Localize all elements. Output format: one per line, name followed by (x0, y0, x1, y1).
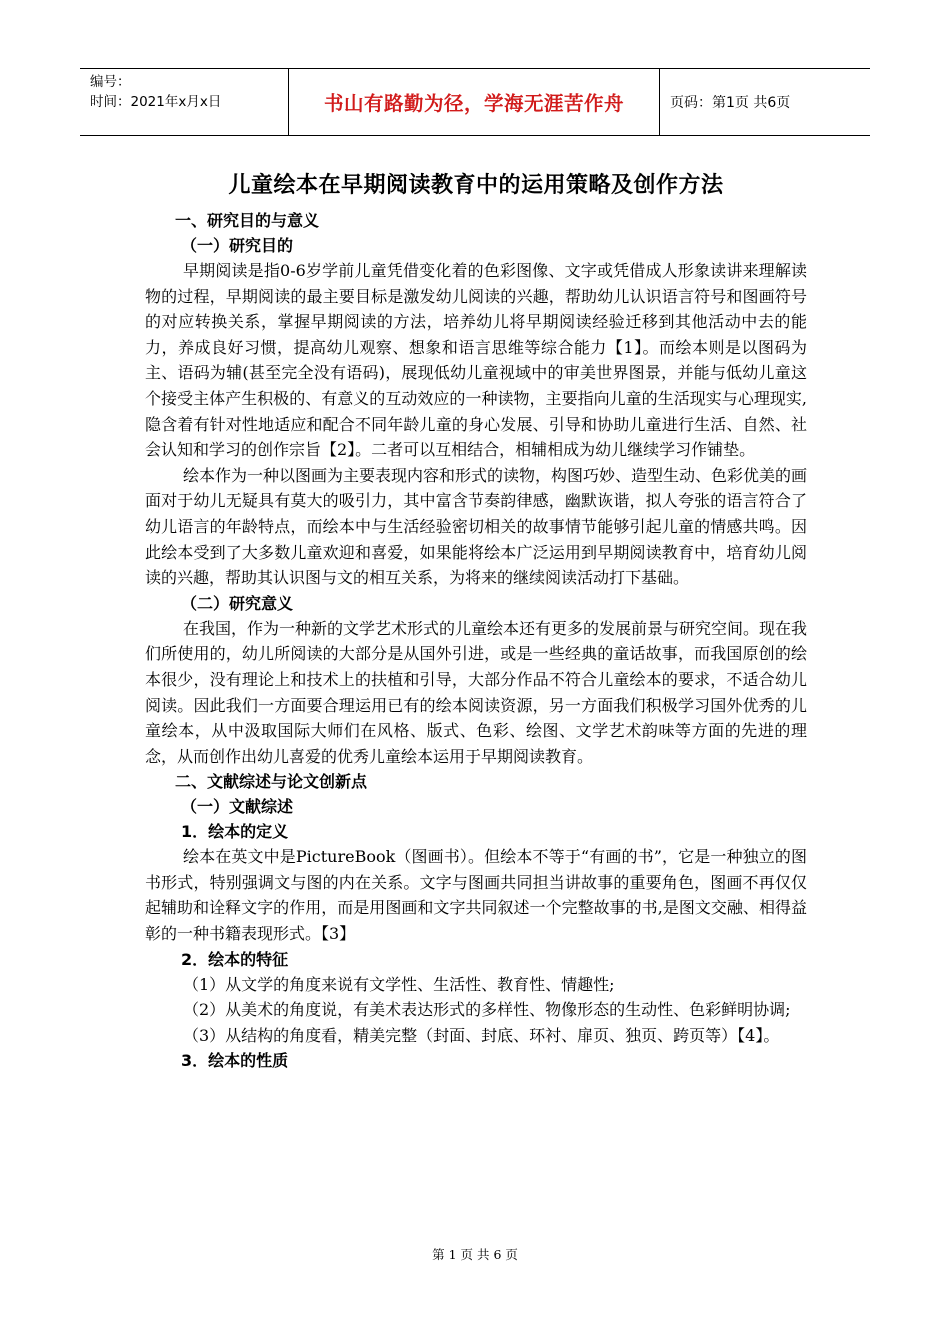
header-page-info: 页码：第1页 共6页 (670, 95, 791, 111)
paragraph-early-reading: 早期阅读是指0-6岁学前儿童凭借变化着的色彩图像、文字或凭借成人形象读讲来理解读物的过程，早期阅读的最主要目标是激发幼儿阅读的兴趣，帮助幼儿认识语言符号和图画符号的对应转换关系，掌握早期阅读的方法，培养幼儿将早期阅读经验迁移到其他活动中去的能力，养成良好习惯，提高幼儿观察、想象和语言思维等综合能力【1】。而绘本则是以图码为主、语码为辅(甚至完全没有语码)，展现低幼儿童视域中的审美世界图景，并能与低幼儿童这个接受主体产生积极的、有意义的互动效应的一种读物，主要指向儿童的生活现实与心理现实,隐含着有针对性地适应和配合不同年龄儿童的身心发展、引导和协助儿童进行生活、自然、社会认知和学习的创作宗旨【2】。二者可以互相结合，相辅相成为幼儿继续学习作铺垫。 (145, 261, 807, 460)
subsection-heading-research-purpose: （一）研究目的 (181, 236, 294, 255)
subsection-heading-literature-review: （一）文献综述 (181, 797, 294, 817)
document-title: 儿童绘本在早期阅读教育中的运用策略及创作方法 (228, 173, 724, 198)
sub-heading-features: 2．绘本的特征 (181, 949, 289, 969)
list-item-feature-2: （2）从美术的角度说，有美术表达形式的多样性、物像形态的生动性、色彩鲜明协调; (183, 1000, 791, 1020)
paragraph-picture-book-appeal: 绘本作为一种以图画为主要表现内容和形式的读物，构图巧妙、造型生动、色彩优美的画面对于幼儿无疑具有莫大的吸引力，其中富含节奏韵律感，幽默诙谐，拟人夸张的语言符合了幼儿语言的年龄特点，而绘本中与生活经验密切相关的故事情节能够引起儿童的情感共鸣。因此绘本受到了大多数儿童欢迎和喜爱，如果能将绘本广泛运用到早期阅读教育中，培育幼儿阅读的兴趣，帮助其认识图与文的相互关系，为将来的继续阅读活动打下基础。 (145, 465, 808, 588)
page-footer: 第 1 页 共 6 页 (432, 1247, 518, 1262)
header-motto-cell (288, 69, 660, 135)
subsection-heading-research-significance: （二）研究意义 (181, 593, 294, 613)
section-heading-1: 一、研究目的与意义 (175, 211, 320, 230)
section-heading-2: 二、文献综述与论文创新点 (175, 772, 368, 792)
document-number-label: 编号： (90, 74, 131, 90)
list-item-feature-1: （1）从文学的角度来说有文学性、生活性、教育性、情趣性; (183, 974, 615, 994)
header-page-info-cell (660, 69, 870, 135)
header-meta (80, 69, 288, 135)
document-time-label: 时间：2021年x月x日 (90, 94, 222, 110)
sub-heading-definition: 1．绘本的定义 (181, 822, 289, 842)
list-item-feature-3: （3）从结构的角度看，精美完整（封面、封底、环衬、扉页、独页、跨页等）【4】。 (183, 1025, 780, 1045)
header-motto: 书山有路勤为径，学海无涯苦作舟 (323, 92, 624, 115)
page-header (80, 68, 870, 136)
document-body (145, 168, 807, 1073)
paragraph-definition: 绘本在英文中是PictureBook（图画书）。但绘本不等于“有画的书”，它是一种独立的图书形式，特别强调文与图的内在关系。文字与图画共同担当讲故事的重要角色，图画不再仅仅起辅助和诠释文字的作用，而是用图画和文字共同叙述一个完整故事的书,是图文交融、相得益彰的一种书籍表现形式。【3】 (145, 847, 807, 944)
sub-heading-nature: 3．绘本的性质 (181, 1051, 289, 1071)
paragraph-significance: 在我国，作为一种新的文学艺术形式的儿童绘本还有更多的发展前景与研究空间。现在我们所使用的，幼儿所阅读的大部分是从国外引进，或是一些经典的童话故事，而我国原创的绘本很少，没有理论上和技术上的扶植和引导，大部分作品不符合儿童绘本的要求，不适合幼儿阅读。因此我们一方面要合理运用已有的绘本阅读资源，另一方面我们积极学习国外优秀的儿童绘本，从中汲取国际大师们在风格、版式、色彩、绘图、文学艺术韵味等方面的先进的理念，从而创作出幼儿喜爱的优秀儿童绘本运用于早期阅读教育。 (145, 618, 808, 766)
